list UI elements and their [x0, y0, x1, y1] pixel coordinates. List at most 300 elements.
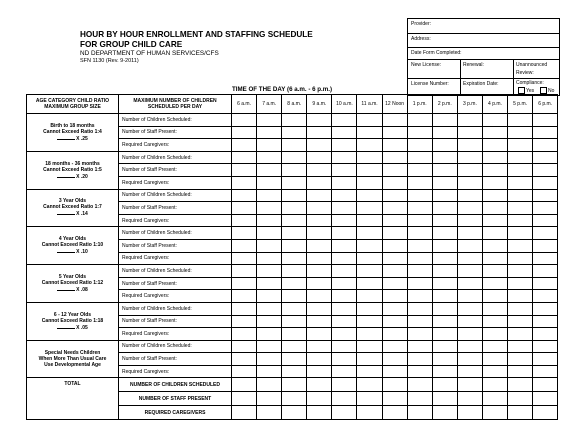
no-checkbox[interactable]	[540, 87, 547, 94]
entry-cell[interactable]	[232, 139, 257, 152]
entry-cell[interactable]	[307, 239, 332, 252]
total-entry-cell[interactable]	[257, 378, 282, 392]
entry-cell[interactable]	[232, 365, 257, 378]
total-entry-cell[interactable]	[508, 406, 533, 420]
entry-cell[interactable]	[407, 164, 432, 177]
entry-cell[interactable]	[307, 151, 332, 164]
total-entry-cell[interactable]	[307, 378, 332, 392]
entry-cell[interactable]	[307, 265, 332, 278]
entry-cell[interactable]	[533, 164, 558, 177]
entry-cell[interactable]	[457, 353, 482, 366]
entry-cell[interactable]	[432, 340, 457, 353]
entry-cell[interactable]	[508, 139, 533, 152]
entry-cell[interactable]	[257, 189, 282, 202]
entry-cell[interactable]	[482, 302, 507, 315]
entry-cell[interactable]	[457, 189, 482, 202]
blank-field[interactable]	[57, 286, 75, 291]
entry-cell[interactable]	[482, 214, 507, 227]
entry-cell[interactable]	[332, 315, 357, 328]
entry-cell[interactable]	[357, 176, 382, 189]
total-entry-cell[interactable]	[257, 406, 282, 420]
total-entry-cell[interactable]	[307, 406, 332, 420]
entry-cell[interactable]	[332, 252, 357, 265]
entry-cell[interactable]	[357, 277, 382, 290]
entry-cell[interactable]	[382, 290, 407, 303]
entry-cell[interactable]	[282, 151, 307, 164]
entry-cell[interactable]	[407, 214, 432, 227]
entry-cell[interactable]	[232, 239, 257, 252]
blank-field[interactable]	[57, 248, 75, 253]
entry-cell[interactable]	[232, 353, 257, 366]
entry-cell[interactable]	[282, 353, 307, 366]
entry-cell[interactable]	[533, 265, 558, 278]
entry-cell[interactable]	[257, 202, 282, 215]
entry-cell[interactable]	[257, 290, 282, 303]
entry-cell[interactable]	[407, 353, 432, 366]
entry-cell[interactable]	[457, 302, 482, 315]
entry-cell[interactable]	[307, 214, 332, 227]
entry-cell[interactable]	[407, 328, 432, 341]
total-entry-cell[interactable]	[307, 392, 332, 406]
entry-cell[interactable]	[432, 214, 457, 227]
entry-cell[interactable]	[533, 252, 558, 265]
entry-cell[interactable]	[432, 365, 457, 378]
entry-cell[interactable]	[232, 265, 257, 278]
entry-cell[interactable]	[382, 252, 407, 265]
entry-cell[interactable]	[357, 302, 382, 315]
entry-cell[interactable]	[332, 290, 357, 303]
entry-cell[interactable]	[533, 277, 558, 290]
entry-cell[interactable]	[282, 114, 307, 127]
entry-cell[interactable]	[232, 151, 257, 164]
entry-cell[interactable]	[382, 239, 407, 252]
entry-cell[interactable]	[508, 189, 533, 202]
entry-cell[interactable]	[482, 126, 507, 139]
entry-cell[interactable]	[357, 139, 382, 152]
entry-cell[interactable]	[382, 277, 407, 290]
entry-cell[interactable]	[282, 252, 307, 265]
entry-cell[interactable]	[482, 202, 507, 215]
entry-cell[interactable]	[508, 126, 533, 139]
entry-cell[interactable]	[257, 176, 282, 189]
entry-cell[interactable]	[357, 189, 382, 202]
entry-cell[interactable]	[232, 252, 257, 265]
entry-cell[interactable]	[282, 214, 307, 227]
entry-cell[interactable]	[332, 176, 357, 189]
entry-cell[interactable]	[407, 239, 432, 252]
entry-cell[interactable]	[332, 151, 357, 164]
entry-cell[interactable]	[508, 315, 533, 328]
entry-cell[interactable]	[282, 265, 307, 278]
entry-cell[interactable]	[482, 151, 507, 164]
entry-cell[interactable]	[533, 302, 558, 315]
entry-cell[interactable]	[432, 302, 457, 315]
entry-cell[interactable]	[257, 252, 282, 265]
entry-cell[interactable]	[482, 189, 507, 202]
entry-cell[interactable]	[457, 239, 482, 252]
entry-cell[interactable]	[232, 189, 257, 202]
entry-cell[interactable]	[257, 315, 282, 328]
entry-cell[interactable]	[482, 176, 507, 189]
yes-checkbox[interactable]	[518, 87, 525, 94]
entry-cell[interactable]	[282, 239, 307, 252]
entry-cell[interactable]	[457, 126, 482, 139]
total-entry-cell[interactable]	[432, 392, 457, 406]
entry-cell[interactable]	[257, 227, 282, 240]
entry-cell[interactable]	[257, 328, 282, 341]
entry-cell[interactable]	[357, 239, 382, 252]
entry-cell[interactable]	[482, 114, 507, 127]
entry-cell[interactable]	[332, 365, 357, 378]
entry-cell[interactable]	[432, 315, 457, 328]
entry-cell[interactable]	[382, 176, 407, 189]
entry-cell[interactable]	[432, 114, 457, 127]
total-entry-cell[interactable]	[482, 406, 507, 420]
entry-cell[interactable]	[307, 126, 332, 139]
entry-cell[interactable]	[282, 227, 307, 240]
review-field[interactable]: Review:	[516, 70, 534, 76]
entry-cell[interactable]	[257, 353, 282, 366]
entry-cell[interactable]	[307, 365, 332, 378]
entry-cell[interactable]	[407, 176, 432, 189]
entry-cell[interactable]	[257, 126, 282, 139]
entry-cell[interactable]	[257, 365, 282, 378]
entry-cell[interactable]	[457, 227, 482, 240]
entry-cell[interactable]	[533, 151, 558, 164]
total-entry-cell[interactable]	[232, 392, 257, 406]
total-entry-cell[interactable]	[232, 406, 257, 420]
entry-cell[interactable]	[307, 227, 332, 240]
entry-cell[interactable]	[407, 252, 432, 265]
entry-cell[interactable]	[332, 189, 357, 202]
entry-cell[interactable]	[407, 265, 432, 278]
entry-cell[interactable]	[533, 353, 558, 366]
entry-cell[interactable]	[332, 164, 357, 177]
entry-cell[interactable]	[332, 265, 357, 278]
entry-cell[interactable]	[257, 164, 282, 177]
entry-cell[interactable]	[382, 265, 407, 278]
entry-cell[interactable]	[432, 265, 457, 278]
entry-cell[interactable]	[457, 365, 482, 378]
total-entry-cell[interactable]	[407, 378, 432, 392]
entry-cell[interactable]	[533, 176, 558, 189]
address-field[interactable]: Address:	[408, 34, 559, 48]
entry-cell[interactable]	[282, 365, 307, 378]
entry-cell[interactable]	[357, 328, 382, 341]
entry-cell[interactable]	[407, 151, 432, 164]
entry-cell[interactable]	[357, 365, 382, 378]
entry-cell[interactable]	[282, 328, 307, 341]
entry-cell[interactable]	[407, 126, 432, 139]
total-entry-cell[interactable]	[357, 406, 382, 420]
entry-cell[interactable]	[482, 328, 507, 341]
entry-cell[interactable]	[332, 114, 357, 127]
entry-cell[interactable]	[457, 265, 482, 278]
entry-cell[interactable]	[257, 214, 282, 227]
entry-cell[interactable]	[332, 126, 357, 139]
entry-cell[interactable]	[382, 214, 407, 227]
new-license-field[interactable]: New License:	[411, 62, 442, 68]
total-entry-cell[interactable]	[432, 378, 457, 392]
compliance-yes[interactable]: Yes	[518, 87, 534, 94]
entry-cell[interactable]	[257, 340, 282, 353]
entry-cell[interactable]	[282, 164, 307, 177]
total-entry-cell[interactable]	[282, 406, 307, 420]
entry-cell[interactable]	[357, 227, 382, 240]
entry-cell[interactable]	[407, 189, 432, 202]
total-entry-cell[interactable]	[257, 392, 282, 406]
date-completed-field[interactable]: Date Form Completed:	[408, 48, 559, 60]
entry-cell[interactable]	[407, 202, 432, 215]
entry-cell[interactable]	[533, 239, 558, 252]
entry-cell[interactable]	[432, 126, 457, 139]
entry-cell[interactable]	[332, 302, 357, 315]
entry-cell[interactable]	[332, 353, 357, 366]
entry-cell[interactable]	[307, 114, 332, 127]
entry-cell[interactable]	[482, 139, 507, 152]
entry-cell[interactable]	[457, 315, 482, 328]
entry-cell[interactable]	[282, 202, 307, 215]
entry-cell[interactable]	[332, 277, 357, 290]
entry-cell[interactable]	[382, 164, 407, 177]
entry-cell[interactable]	[382, 202, 407, 215]
entry-cell[interactable]	[407, 114, 432, 127]
entry-cell[interactable]	[282, 277, 307, 290]
entry-cell[interactable]	[382, 227, 407, 240]
entry-cell[interactable]	[282, 340, 307, 353]
entry-cell[interactable]	[307, 139, 332, 152]
entry-cell[interactable]	[382, 114, 407, 127]
total-entry-cell[interactable]	[508, 378, 533, 392]
entry-cell[interactable]	[482, 315, 507, 328]
entry-cell[interactable]	[533, 290, 558, 303]
entry-cell[interactable]	[457, 164, 482, 177]
entry-cell[interactable]	[382, 151, 407, 164]
entry-cell[interactable]	[232, 277, 257, 290]
entry-cell[interactable]	[232, 227, 257, 240]
total-entry-cell[interactable]	[457, 406, 482, 420]
entry-cell[interactable]	[382, 126, 407, 139]
entry-cell[interactable]	[432, 353, 457, 366]
entry-cell[interactable]	[332, 239, 357, 252]
blank-field[interactable]	[57, 324, 75, 329]
entry-cell[interactable]	[457, 340, 482, 353]
license-number-field[interactable]: License Number:	[411, 81, 449, 87]
total-entry-cell[interactable]	[332, 406, 357, 420]
entry-cell[interactable]	[407, 365, 432, 378]
entry-cell[interactable]	[307, 252, 332, 265]
entry-cell[interactable]	[357, 214, 382, 227]
entry-cell[interactable]	[508, 214, 533, 227]
entry-cell[interactable]	[357, 265, 382, 278]
total-entry-cell[interactable]	[357, 392, 382, 406]
entry-cell[interactable]	[482, 353, 507, 366]
renewal-field[interactable]: Renewal:	[463, 62, 484, 68]
entry-cell[interactable]	[533, 214, 558, 227]
entry-cell[interactable]	[232, 164, 257, 177]
entry-cell[interactable]	[357, 126, 382, 139]
entry-cell[interactable]	[457, 151, 482, 164]
entry-cell[interactable]	[257, 302, 282, 315]
provider-field[interactable]: Provider:	[408, 19, 559, 34]
total-entry-cell[interactable]	[332, 392, 357, 406]
entry-cell[interactable]	[457, 328, 482, 341]
entry-cell[interactable]	[457, 114, 482, 127]
total-entry-cell[interactable]	[482, 378, 507, 392]
entry-cell[interactable]	[332, 139, 357, 152]
entry-cell[interactable]	[307, 353, 332, 366]
entry-cell[interactable]	[357, 202, 382, 215]
total-entry-cell[interactable]	[382, 378, 407, 392]
entry-cell[interactable]	[482, 277, 507, 290]
entry-cell[interactable]	[508, 164, 533, 177]
entry-cell[interactable]	[407, 302, 432, 315]
entry-cell[interactable]	[307, 277, 332, 290]
entry-cell[interactable]	[407, 277, 432, 290]
entry-cell[interactable]	[508, 114, 533, 127]
total-entry-cell[interactable]	[457, 392, 482, 406]
entry-cell[interactable]	[432, 290, 457, 303]
entry-cell[interactable]	[257, 139, 282, 152]
entry-cell[interactable]	[432, 151, 457, 164]
entry-cell[interactable]	[533, 328, 558, 341]
entry-cell[interactable]	[457, 176, 482, 189]
total-entry-cell[interactable]	[533, 378, 558, 392]
entry-cell[interactable]	[533, 365, 558, 378]
entry-cell[interactable]	[482, 252, 507, 265]
entry-cell[interactable]	[382, 189, 407, 202]
total-entry-cell[interactable]	[482, 392, 507, 406]
entry-cell[interactable]	[332, 227, 357, 240]
entry-cell[interactable]	[432, 252, 457, 265]
total-entry-cell[interactable]	[382, 406, 407, 420]
entry-cell[interactable]	[282, 189, 307, 202]
compliance-no[interactable]: No	[540, 87, 554, 94]
entry-cell[interactable]	[457, 202, 482, 215]
entry-cell[interactable]	[307, 176, 332, 189]
total-entry-cell[interactable]	[382, 392, 407, 406]
entry-cell[interactable]	[382, 139, 407, 152]
total-entry-cell[interactable]	[232, 378, 257, 392]
entry-cell[interactable]	[432, 139, 457, 152]
entry-cell[interactable]	[307, 189, 332, 202]
expiration-date-field[interactable]: Expiration Date:	[463, 81, 499, 87]
entry-cell[interactable]	[357, 340, 382, 353]
entry-cell[interactable]	[307, 315, 332, 328]
entry-cell[interactable]	[533, 227, 558, 240]
entry-cell[interactable]	[407, 340, 432, 353]
entry-cell[interactable]	[508, 265, 533, 278]
blank-field[interactable]	[57, 173, 75, 178]
total-entry-cell[interactable]	[332, 378, 357, 392]
total-entry-cell[interactable]	[282, 378, 307, 392]
entry-cell[interactable]	[382, 353, 407, 366]
entry-cell[interactable]	[257, 239, 282, 252]
entry-cell[interactable]	[307, 202, 332, 215]
entry-cell[interactable]	[432, 277, 457, 290]
entry-cell[interactable]	[482, 227, 507, 240]
entry-cell[interactable]	[282, 139, 307, 152]
entry-cell[interactable]	[533, 126, 558, 139]
entry-cell[interactable]	[282, 302, 307, 315]
entry-cell[interactable]	[457, 214, 482, 227]
total-entry-cell[interactable]	[508, 392, 533, 406]
entry-cell[interactable]	[407, 315, 432, 328]
entry-cell[interactable]	[232, 290, 257, 303]
entry-cell[interactable]	[382, 328, 407, 341]
entry-cell[interactable]	[508, 227, 533, 240]
entry-cell[interactable]	[357, 164, 382, 177]
entry-cell[interactable]	[382, 365, 407, 378]
entry-cell[interactable]	[282, 290, 307, 303]
entry-cell[interactable]	[357, 353, 382, 366]
blank-field[interactable]	[57, 210, 75, 215]
entry-cell[interactable]	[508, 353, 533, 366]
entry-cell[interactable]	[508, 176, 533, 189]
entry-cell[interactable]	[508, 328, 533, 341]
entry-cell[interactable]	[257, 277, 282, 290]
entry-cell[interactable]	[482, 239, 507, 252]
entry-cell[interactable]	[332, 328, 357, 341]
entry-cell[interactable]	[482, 164, 507, 177]
entry-cell[interactable]	[382, 302, 407, 315]
entry-cell[interactable]	[232, 340, 257, 353]
entry-cell[interactable]	[307, 164, 332, 177]
entry-cell[interactable]	[482, 265, 507, 278]
entry-cell[interactable]	[533, 315, 558, 328]
blank-field[interactable]	[57, 135, 75, 140]
entry-cell[interactable]	[432, 328, 457, 341]
entry-cell[interactable]	[533, 340, 558, 353]
total-entry-cell[interactable]	[407, 392, 432, 406]
entry-cell[interactable]	[307, 340, 332, 353]
entry-cell[interactable]	[407, 227, 432, 240]
entry-cell[interactable]	[432, 202, 457, 215]
entry-cell[interactable]	[357, 151, 382, 164]
entry-cell[interactable]	[407, 290, 432, 303]
entry-cell[interactable]	[357, 252, 382, 265]
entry-cell[interactable]	[407, 139, 432, 152]
entry-cell[interactable]	[432, 227, 457, 240]
entry-cell[interactable]	[232, 114, 257, 127]
entry-cell[interactable]	[508, 239, 533, 252]
entry-cell[interactable]	[382, 315, 407, 328]
entry-cell[interactable]	[457, 290, 482, 303]
entry-cell[interactable]	[232, 302, 257, 315]
entry-cell[interactable]	[357, 114, 382, 127]
entry-cell[interactable]	[482, 365, 507, 378]
entry-cell[interactable]	[508, 340, 533, 353]
entry-cell[interactable]	[307, 302, 332, 315]
total-entry-cell[interactable]	[357, 378, 382, 392]
entry-cell[interactable]	[232, 126, 257, 139]
entry-cell[interactable]	[332, 340, 357, 353]
total-entry-cell[interactable]	[457, 378, 482, 392]
total-entry-cell[interactable]	[282, 392, 307, 406]
entry-cell[interactable]	[508, 202, 533, 215]
entry-cell[interactable]	[432, 164, 457, 177]
entry-cell[interactable]	[432, 176, 457, 189]
entry-cell[interactable]	[508, 252, 533, 265]
entry-cell[interactable]	[282, 176, 307, 189]
total-entry-cell[interactable]	[432, 406, 457, 420]
total-entry-cell[interactable]	[533, 406, 558, 420]
entry-cell[interactable]	[432, 239, 457, 252]
entry-cell[interactable]	[257, 114, 282, 127]
entry-cell[interactable]	[282, 315, 307, 328]
entry-cell[interactable]	[382, 340, 407, 353]
entry-cell[interactable]	[457, 139, 482, 152]
